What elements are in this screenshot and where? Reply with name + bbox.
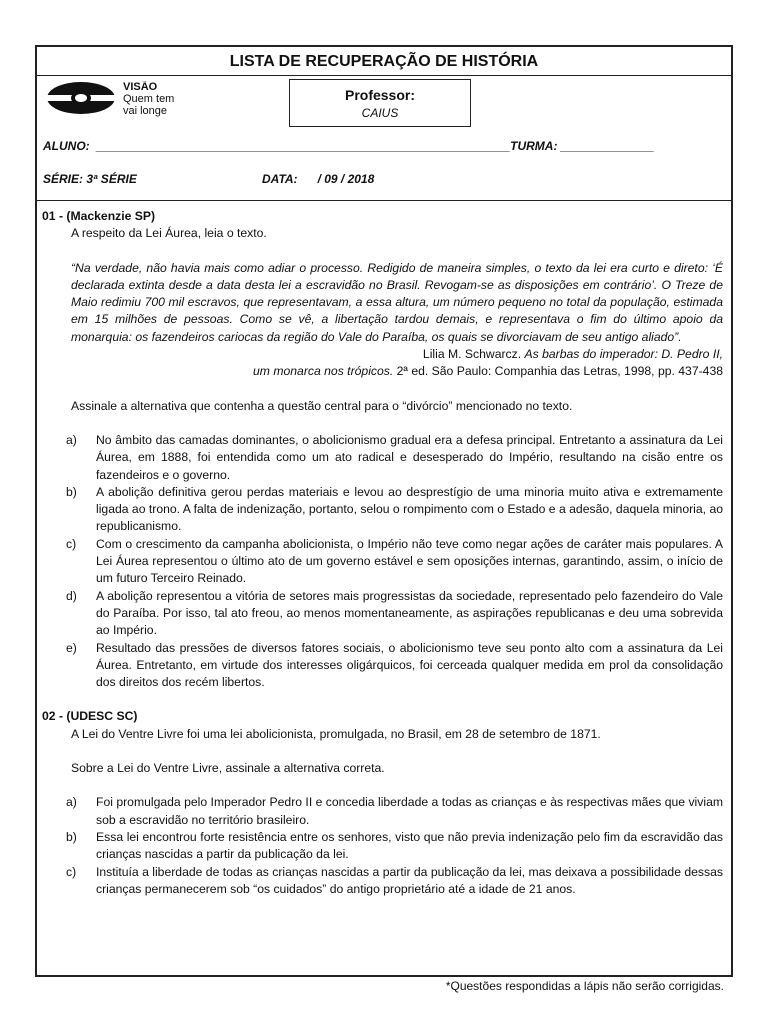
q1-option-e[interactable] — [66, 640, 723, 692]
option-text: Com o crescimento da campanha abolicionista, o Império não teve como negar ações de caráter mais populares. A Lei Áurea representou o último ato de um governo estável e sem oposições internas, garantindo, assim, o início de um futuro Terceiro Reinado. — [96, 536, 723, 586]
professor-label: Professor: — [344, 87, 416, 103]
option-text: Instituía a liberdade de todas as crianças nascidas a partir da publicação da lei, mas deixava a possibilidade dessas crianças permanecerem sob “os cuidados” do antigo proprietário até a idade de 21 anos. — [96, 864, 723, 896]
aluno-label: ALUNO: — [43, 139, 90, 153]
option-letter: b) — [66, 484, 77, 499]
option-letter: a) — [66, 432, 77, 447]
turma-label: TURMA: — [510, 139, 558, 153]
q2-options — [42, 794, 723, 898]
q1-intro: A respeito da Lei Áurea, leia o texto. — [71, 226, 267, 241]
turma-line[interactable]: ______________ — [560, 139, 655, 153]
brand-text — [123, 81, 183, 117]
serie-field — [43, 172, 137, 186]
q1-source-rest: 2ª ed. São Paulo: Companhia das Letras, 1998, pp. 437-438 — [396, 364, 723, 379]
option-letter: c) — [66, 864, 77, 879]
q1-options — [42, 432, 723, 691]
q2-option-a[interactable] — [66, 794, 723, 829]
professor-name: CAIUS — [361, 106, 399, 120]
header-divider — [37, 200, 731, 201]
q2-prompt: Sobre a Lei do Ventre Livre, assinale a alternativa correta. — [71, 761, 385, 776]
q2-option-b[interactable] — [66, 829, 723, 864]
option-text: Essa lei encontrou forte resistência entre os senhores, visto que não previa indenização pelo fim da escravidão das crianças nascidas a partir da publicação da lei. — [96, 829, 723, 862]
option-letter: d) — [66, 588, 77, 603]
footnote: *Questões respondidas a lápis não serão corrigidas. — [445, 979, 724, 993]
aluno-field[interactable] — [43, 139, 654, 153]
serie-value: 3ª SÉRIE — [86, 172, 137, 186]
option-letter: b) — [66, 829, 77, 844]
q1-quote: “Na verdade, não havia mais como adiar o processo. Redigido de maneira simples, o texto da lei era curto e direto: ‘É declarada extinta desde a data desta lei a escravidão no Brasil. Revogam-se as disposições em contrário’. O Treze de Maio redimiu 700 mil escravos, que representavam, a essa altura, um número pequeno no total da população, estimada em 15 milhões de pessoas. Como se vê, a libertação tardou demais, e representava o fim do último apoio da monarquia: os fazendeiros cariocas da região do Vale do Paraíba, os quais se divorciavam de seu antigo aliado”. — [71, 260, 723, 344]
option-letter: e) — [66, 640, 77, 655]
page-title: LISTA DE RECUPERAÇÃO DE HISTÓRIA — [37, 47, 731, 76]
questions-body — [42, 208, 723, 898]
worksheet-frame — [35, 45, 733, 977]
q1-heading: 01 - (Mackenzie SP) — [42, 209, 156, 223]
q2-heading: 02 - (UDESC SC) — [42, 709, 138, 724]
q1-source-line-1 — [42, 346, 723, 363]
q1-option-c[interactable] — [66, 536, 723, 588]
option-text: No âmbito das camadas dominantes, o abolicionismo gradual era a defesa principal. Entretanto a assinatura da Lei Áurea, em 1888, foi entendida como um ato radical e desesperado do Império, resultando na cisão entre os fazendeiros e o governo. — [96, 432, 723, 482]
option-text: Foi promulgada pelo Imperador Pedro II e concedia liberdade a todas as crianças e às respectivas mães que viviam sob a escravidão no território brasileiro. — [96, 795, 723, 827]
data-field — [262, 172, 374, 186]
q1-source-title-1: As barbas do imperador: D. Pedro II, — [524, 347, 723, 362]
professor-box — [289, 79, 471, 127]
q2-option-c[interactable] — [66, 864, 723, 899]
q1-option-a[interactable] — [66, 432, 723, 484]
option-letter: a) — [66, 795, 77, 810]
brand-tagline-1: Quem tem — [123, 93, 175, 105]
q1-option-b[interactable] — [66, 484, 723, 536]
data-value: / 09 / 2018 — [317, 172, 375, 186]
q2-intro: A Lei do Ventre Livre foi uma lei abolicionista, promulgada, no Brasil, em 28 de setembro de 1871. — [71, 726, 601, 741]
option-text: A abolição definitiva gerou perdas materiais e levou ao desprestígio de uma minoria muito ativa e extremamente ligada ao trono. A falta de indenização, portanto, selou o rompimento com o Estado e a adesão, daquela minoria, ao republicanismo. — [96, 484, 723, 534]
q1-option-d[interactable] — [66, 588, 723, 640]
q1-source-title-2: um monarca nos trópicos. — [253, 364, 394, 379]
option-text: A abolição representou a vitória de setores mais progressistas da sociedade, representado pelo fazendeiro do Vale do Paraíba. Por isso, tal ato freou, ao menos momentaneamente, as aspirações republicanas e deu uma sobrevida ao Império. — [96, 588, 723, 638]
q1-prompt: Assinale a alternativa que contenha a questão central para o “divórcio” mencionado no texto. — [71, 398, 573, 413]
serie-label: SÉRIE: — [43, 172, 84, 186]
brand-tagline-2: vai longe — [123, 105, 168, 117]
q1-source-author: Lilia M. Schwarcz. — [422, 347, 522, 362]
option-text: Resultado das pressões de diversos fatores sociais, o abolicionismo teve seu ponto alto com a assinatura da Lei Áurea. Entretanto, em virtude dos interesses oligárquicos, foi cerceada qualquer medida em prol da consolidação dos direitos dos recém libertos. — [96, 640, 723, 690]
aluno-line[interactable]: ______________________________________________________________ — [96, 139, 511, 153]
brand-name: VISÃO — [123, 81, 158, 93]
visao-logo-icon — [45, 80, 125, 116]
data-label: DATA: — [262, 172, 298, 186]
q1-source-line-2 — [42, 363, 723, 380]
option-letter: c) — [66, 536, 77, 551]
